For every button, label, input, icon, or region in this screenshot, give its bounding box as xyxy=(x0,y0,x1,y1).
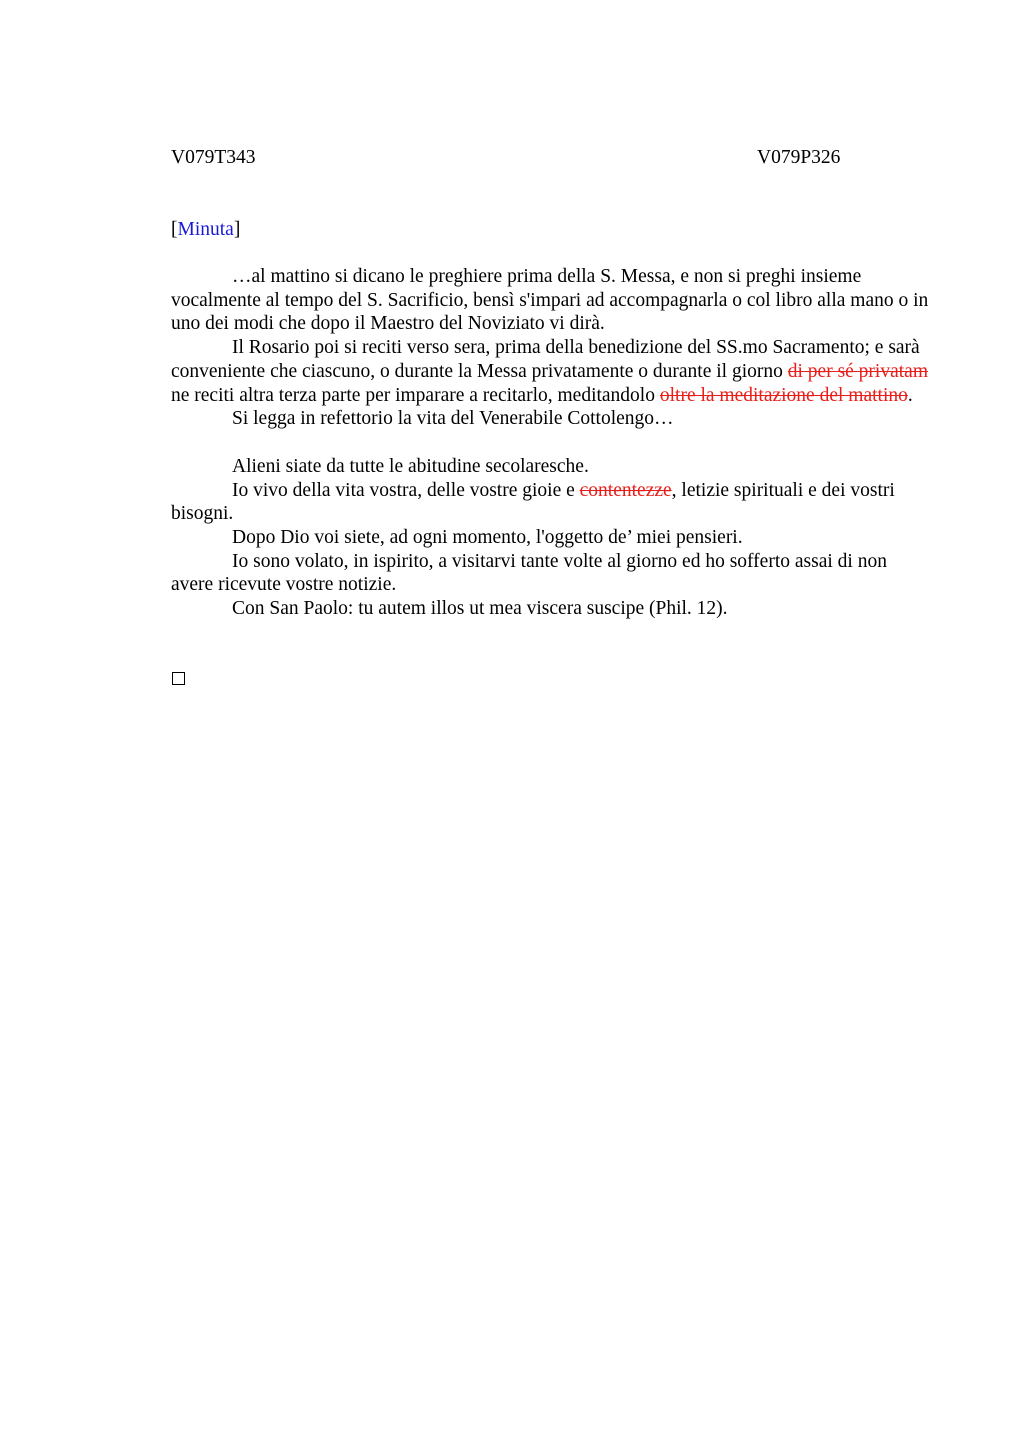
paragraph-rosary xyxy=(171,336,931,407)
document-code-left: V079T343 xyxy=(171,147,256,168)
section-label xyxy=(171,217,240,243)
paragraph-morning-prayers: …al mattino si dicano le preghiere prima della S. Messa, e non si preghi insieme vocalmente al tempo del S. Sacrificio, bensì s'impari ad accompagnarla o col libro alla mano o in uno dei modi che dopo il Maestro del Noviziato vi dirà. xyxy=(171,266,929,335)
paragraph-io-sono-volato: Io sono volato, in ispirito, a visitarvi tante volte al giorno ed ho sofferto assai di non avere ricevute vostre notizie. xyxy=(171,550,887,596)
document-code-right: V079P326 xyxy=(757,147,841,168)
paragraph-io-vivo xyxy=(171,479,931,526)
rosary-text-a: Il Rosario poi si reciti verso sera, prima della benedizione del SS.mo Sacramento; e sarà conveniente che ciascuno, o durante la Messa privatamente o durante il giorno xyxy=(171,337,920,382)
io-vivo-text-b: , letizie spirituali e dei vostri bisogni. xyxy=(171,479,895,525)
paragraph-gap xyxy=(171,431,931,455)
close-bracket: ] xyxy=(233,219,241,240)
io-vivo-text-a: Io vivo della vita vostra, delle vostre gioie e xyxy=(232,479,580,501)
empty-square-icon xyxy=(172,672,185,685)
paragraph-san-paolo: Con San Paolo: tu autem illos ut mea viscera suscipe (Phil. 12). xyxy=(232,598,728,620)
rosary-text-c: . xyxy=(907,384,913,406)
rosary-text-b: ne reciti altra terza parte per imparare a recitarlo, meditandolo xyxy=(171,384,660,406)
paragraph-dopo-dio: Dopo Dio voi siete, ad ogni momento, l'oggetto de’ miei pensieri. xyxy=(232,527,743,549)
letter-body xyxy=(171,265,931,621)
minuta-label: Minuta xyxy=(177,219,234,240)
deleted-text-oltre-la: oltre la meditazione del mattino xyxy=(659,384,908,406)
page-header xyxy=(171,145,931,171)
deleted-text-contentezze: contentezze xyxy=(579,479,672,501)
deleted-text-di-per-se: di per sé privatam xyxy=(787,360,928,382)
paragraph-alieni: Alieni siate da tutte le abitudine secolaresche. xyxy=(232,455,589,477)
open-bracket: [ xyxy=(171,219,178,240)
paragraph-refectory: Si legga in refettorio la vita del Venerabile Cottolengo… xyxy=(232,408,674,430)
